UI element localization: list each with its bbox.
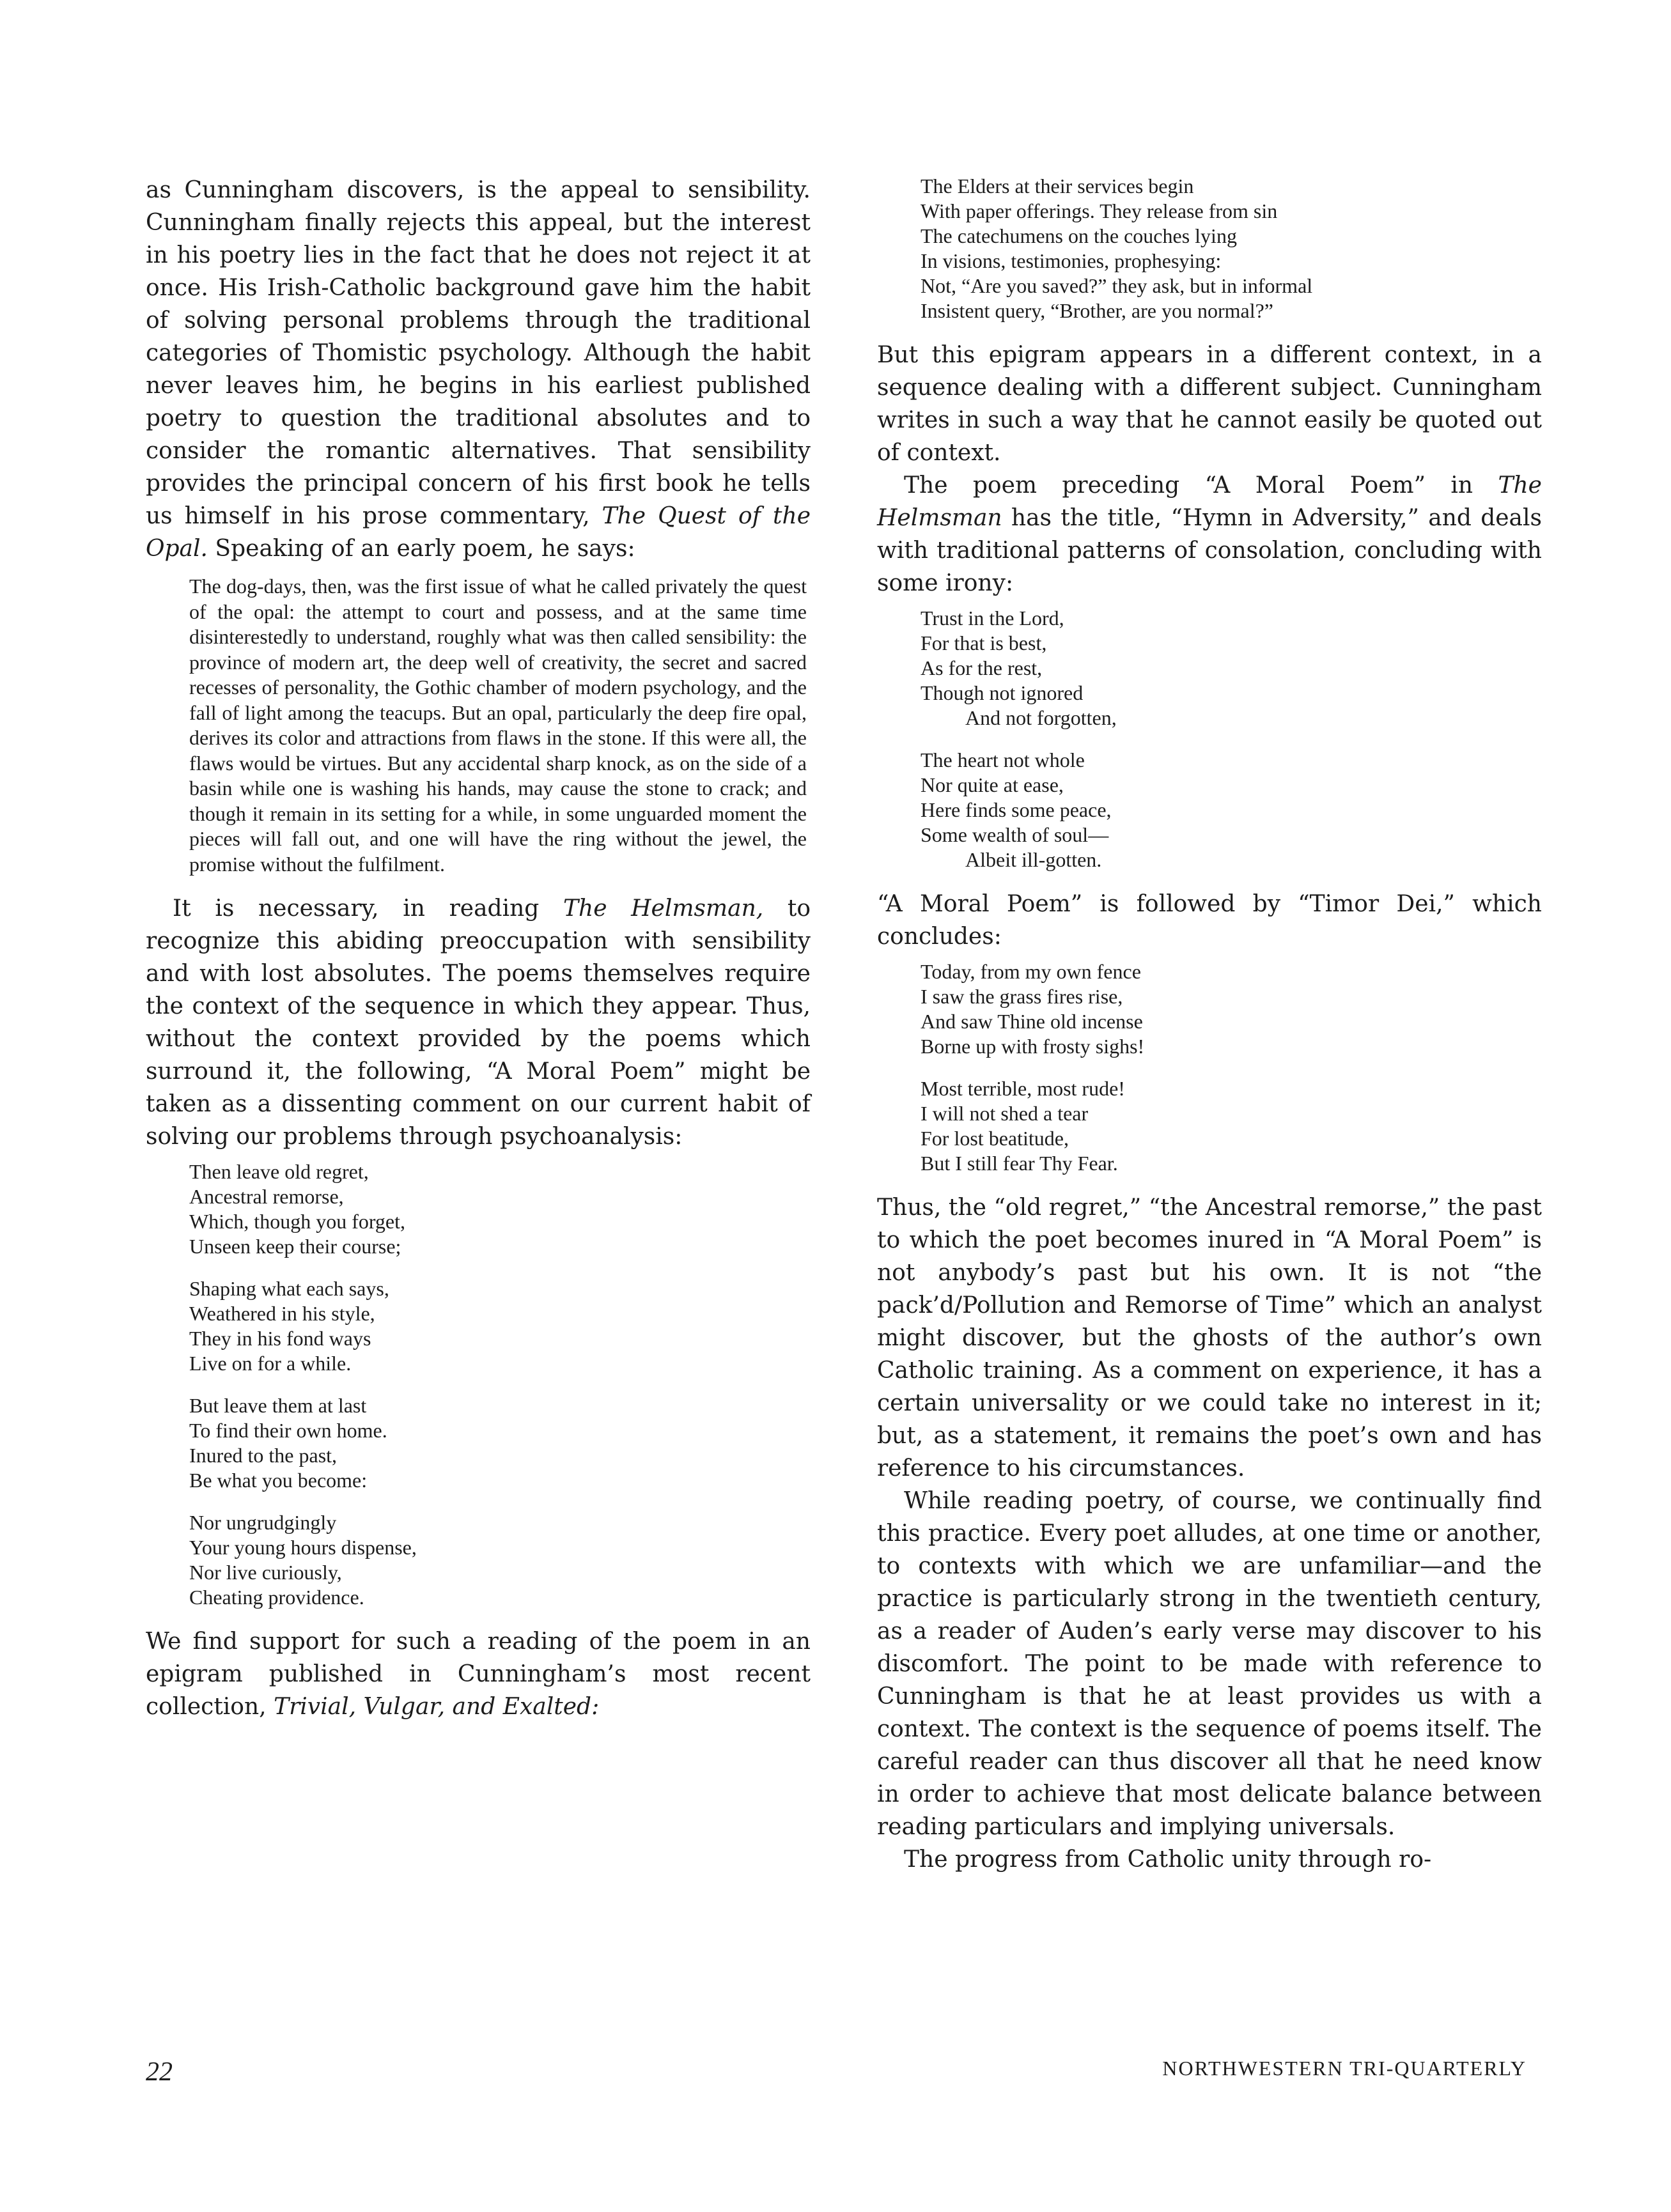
verse-line: Borne up with frosty sighs! — [921, 1035, 1145, 1058]
verse-line: Most terrible, most rude! — [921, 1077, 1125, 1100]
block-quote-opal: The dog-days, then, was the first issue of what he called privately the quest of the opal: the attempt to court and possess, and at the same time disinterestedly to understand, roughly what was then called sensibility: the province of modern art, the deep well of creativity, the secret and sacred recesses of personality, the Gothic chamber of modern psychology, and the fall of light among the teacups. But an opal, particularly the deep fire opal, derives its color and attractions from flaws in the stone. If this were all, the flaws would be virtues. But any accidental sharp knock, as on the side of a basin while one is washing his hands, may cause the stone to crack; and though it remain in its setting for a while, in some unguarded moment the pieces will fall out, and one will have the ring without the jewel, the promise without the fulfilment. — [189, 575, 807, 876]
verse-line: Unseen keep their course; — [189, 1235, 401, 1258]
verse-line: I saw the grass fires rise, — [921, 985, 1123, 1008]
verse-line: Here finds some peace, — [921, 798, 1112, 821]
verse-line: I will not shed a tear — [921, 1102, 1089, 1125]
verse-line: Insistent query, “Brother, are you normal?” — [921, 299, 1273, 322]
poem-epigram — [877, 174, 1542, 323]
paragraph-text: The poem preceding “A Moral Poem” in — [904, 472, 1498, 499]
verse-line: The catechumens on the couches lying — [921, 224, 1237, 247]
book-title-the-helmsman: The Helmsman — [877, 472, 1542, 531]
verse-line: Albeit ill-gotten. — [965, 848, 1102, 871]
verse-line: They in his fond ways — [189, 1327, 371, 1350]
paragraph-timor-intro: “A Moral Poem” is followed by “Timor Dei,” which concludes: — [877, 891, 1542, 950]
verse-line: Trust in the Lord, — [921, 607, 1064, 630]
verse-line: With paper offerings. They release from sin — [921, 199, 1278, 222]
book-title-quest-of-the-opal: The Quest of the Opal. — [146, 503, 811, 562]
verse-line: Nor quite at ease, — [921, 773, 1064, 796]
verse-line: Be what you become: — [189, 1469, 368, 1492]
verse-line: Ancestral remorse, — [189, 1185, 344, 1208]
stanza — [921, 1076, 1542, 1176]
book-title-the-helmsman: The Helmsman, — [563, 895, 764, 922]
verse-line: Some wealth of soul— — [921, 823, 1109, 846]
verse-line: The heart not whole — [921, 748, 1085, 771]
verse-line: Not, “Are you saved?” they ask, but in informal — [921, 274, 1313, 297]
poem-a-moral-poem — [146, 1159, 811, 1610]
verse-line: Then leave old regret, — [189, 1160, 369, 1183]
paragraph-hymn-intro — [877, 469, 1542, 599]
verse-line: And saw Thine old incense — [921, 1010, 1143, 1033]
verse-line: Though not ignored — [921, 681, 1084, 704]
book-title-trivial-vulgar-exalted: Trivial, Vulgar, and Exalted: — [274, 1694, 600, 1720]
paragraph-reading-poetry: While reading poetry, of course, we continually find this practice. Every poet alludes, at one time or another, to contexts with which we are unfamiliar—and the practice is particularly strong in the twentieth century, as a reader of Auden’s early verse may discover to his discomfort. The point to be made with reference to Cunningham is that he at least provides us with a context. The context is the sequence of poems itself. The careful reader can thus discover all that he need know in order to achieve that most delicate balance between reading particulars and implying universals. — [877, 1488, 1542, 1840]
stanza — [921, 748, 1542, 872]
stanza — [921, 606, 1542, 731]
paragraph-helmsman — [146, 892, 811, 1153]
stanza — [921, 959, 1542, 1059]
poem-hymn-in-adversity — [877, 606, 1542, 872]
paragraph-sensibility — [146, 174, 811, 565]
paragraph-text: as Cunningham discovers, is the appeal to sensibility. Cunningham finally rejects this appeal, but the interest in his poetry lies in the fact that he does not reject it at once. His Irish-Catholic background gave him the habit of solving personal problems through the traditional categories of Thomistic psychology. Although the habit never leaves him, he begins in his earliest published poetry to question the traditional absolutes and to consider the romantic alternatives. That sensibility provides the principal concern of his first book he tells us himself in his prose commentary, — [146, 177, 811, 529]
paragraph-text: Speaking of an early poem, he says: — [207, 536, 635, 562]
paragraph-text: We find support for such a reading of the poem in an epigram published in Cunningham’s most recent collection, — [146, 1628, 811, 1720]
verse-line: For that is best, — [921, 631, 1047, 654]
verse-line: Nor ungrudgingly — [189, 1511, 337, 1534]
verse-line: But leave them at last — [189, 1394, 367, 1417]
verse-line: The Elders at their services begin — [921, 174, 1194, 197]
verse-line: But I still fear Thy Fear. — [921, 1152, 1118, 1175]
verse-line: And not forgotten, — [965, 706, 1117, 729]
stanza — [189, 1159, 811, 1259]
paragraph-epigram-intro — [146, 1625, 811, 1723]
stanza — [189, 1393, 811, 1493]
verse-line: Weathered in his style, — [189, 1302, 375, 1325]
right-column — [877, 174, 1542, 1876]
verse-line: Shaping what each says, — [189, 1277, 389, 1300]
poem-timor-dei — [877, 959, 1542, 1176]
verse-line: As for the rest, — [921, 656, 1043, 679]
verse-line: Which, though you forget, — [189, 1210, 406, 1233]
paragraph-text: has the title, “Hymn in Adversity,” and deals with traditional patterns of consolation, concluding with some irony: — [877, 505, 1542, 596]
page-number: 22 — [146, 2057, 173, 2087]
verse-line: Your young hours dispense, — [189, 1536, 417, 1559]
paragraph-text: to recognize this abiding preoccupation with sensibility and with lost absolutes. The poems themselves require the context of the sequence in which they appear. Thus, without the context provided by the poems which surround it, the following, “A Moral Poem” might be taken as a dissenting comment on our current habit of solving our problems through psychoanalysis: — [146, 895, 811, 1150]
verse-line: Live on for a while. — [189, 1352, 352, 1375]
paragraph-context: But this epigram appears in a different context, in a sequence dealing with a different subject. Cunningham writes in such a way that he cannot easily be quoted out of context. — [877, 342, 1542, 466]
paragraph-old-regret: Thus, the “old regret,” “the Ancestral remorse,” the past to which the poet becomes inured in “A Moral Poem” is not anybody’s past but his own. It is not “the pack’d/Pollution and Remorse of Time” which an analyst might discover, but the ghosts of the author’s own Catholic training. As a comment on experience, it has a certain universality or we could take no interest in it; but, as a statement, it remains the poet’s own and has reference to his circumstances. — [877, 1195, 1542, 1481]
paragraph-progress: The progress from Catholic unity through ro- — [904, 1846, 1432, 1873]
stanza — [189, 1276, 811, 1376]
verse-line: Nor live curiously, — [189, 1561, 342, 1584]
stanza — [189, 1510, 811, 1610]
verse-line: To find their own home. — [189, 1419, 387, 1442]
verse-line: Today, from my own fence — [921, 960, 1141, 983]
journal-running-footer: NORTHWESTERN TRI-QUARTERLY — [1162, 2057, 1527, 2080]
verse-line: In visions, testimonies, prophesying: — [921, 249, 1222, 272]
verse-line: Inured to the past, — [189, 1444, 338, 1467]
verse-line: For lost beatitude, — [921, 1127, 1069, 1150]
verse-line: Cheating providence. — [189, 1586, 364, 1609]
paragraph-text: It is necessary, in reading — [173, 895, 563, 922]
left-column — [146, 174, 811, 1723]
